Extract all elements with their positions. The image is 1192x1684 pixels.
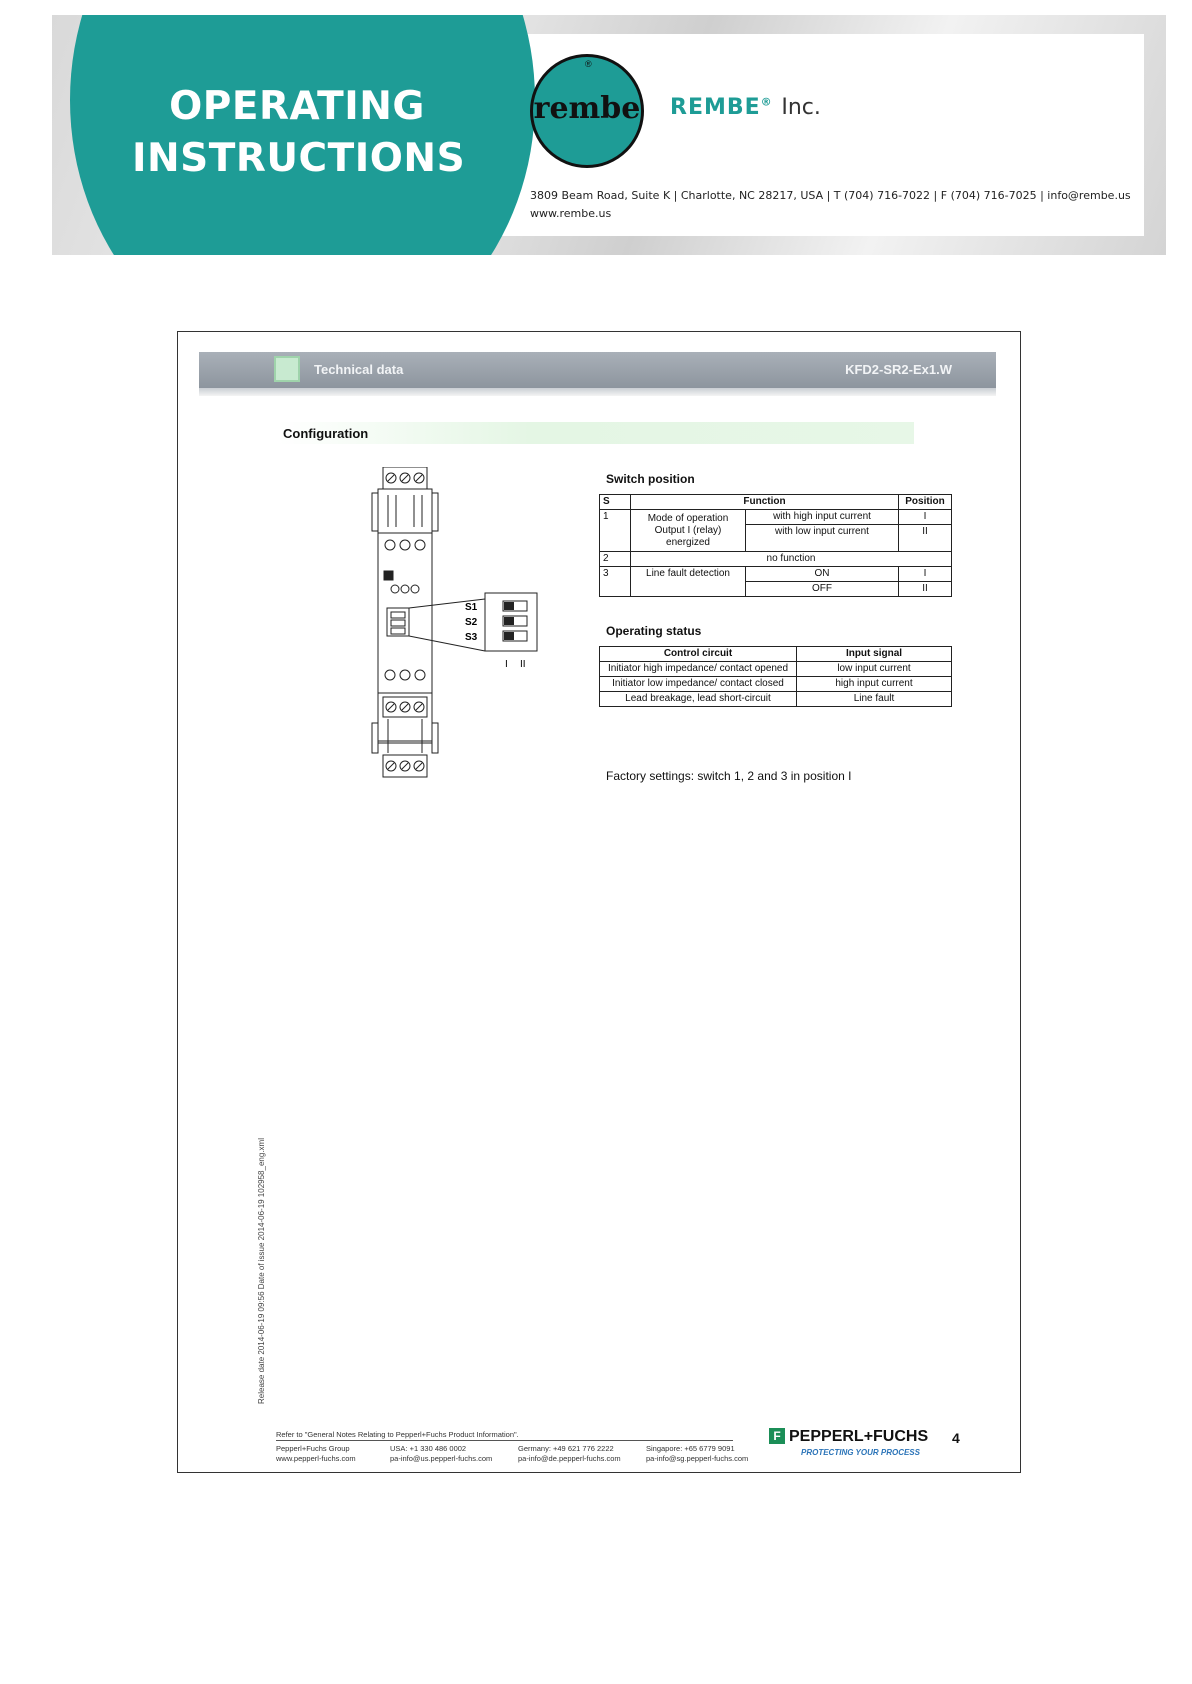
row1-option-a: with high input current: [746, 510, 899, 525]
footer-usa-email: pa-info@us.pepperl-fuchs.com: [390, 1454, 493, 1463]
row3-s: 3: [600, 567, 631, 597]
logo-text: rembe: [533, 91, 641, 126]
col-header-s: S: [600, 495, 631, 510]
operating-status-title: Operating status: [606, 624, 702, 638]
configuration-title: Configuration: [283, 426, 369, 441]
status-row-2-signal: high input current: [797, 677, 952, 692]
title-line-1: OPERATING: [169, 84, 425, 129]
page-number: 4: [952, 1430, 960, 1446]
position-label-i: I: [505, 659, 508, 670]
configuration-bar: [278, 422, 914, 444]
switch-label-s3: S3: [465, 632, 478, 643]
position-label-ii: II: [520, 659, 526, 670]
doc-header-title: Technical data: [314, 362, 404, 377]
pepperl-fuchs-name: PEPPERL+FUCHS: [789, 1428, 929, 1445]
switch-2-lever: [504, 617, 514, 625]
rembe-logo: [530, 54, 644, 168]
pepperl-fuchs-logo-icon: F: [769, 1428, 785, 1444]
footer-col-usa: [390, 1444, 492, 1464]
footer-col-group: [276, 1444, 356, 1464]
row3-option-a: ON: [746, 567, 899, 582]
footer-singapore-email: pa-info@sg.pepperl-fuchs.com: [646, 1454, 749, 1463]
title-line-2: INSTRUCTIONS: [132, 136, 466, 181]
status-row-3-circuit: Lead breakage, lead short-circuit: [600, 692, 797, 707]
row2-s: 2: [600, 552, 631, 567]
row1-position-b: II: [899, 525, 952, 552]
footer-singapore-phone: Singapore: +65 6779 9091: [646, 1444, 735, 1453]
footer-divider: [276, 1440, 733, 1441]
registered-mark-icon: ®: [585, 59, 592, 69]
status-row-1-circuit: Initiator high impedance/ contact opened: [600, 662, 797, 677]
document-page: [177, 331, 1021, 1473]
brand-text: REMBE: [670, 95, 761, 120]
operating-instructions-title: [132, 81, 466, 185]
company-website: www.rembe.us: [530, 207, 612, 220]
footer-germany-email: pa-info@de.pepperl-fuchs.com: [518, 1454, 621, 1463]
row1-function: Mode of operation Output I (relay) energized: [631, 510, 746, 552]
switch-3-lever: [504, 632, 514, 640]
col-header-input-signal: Input signal: [797, 647, 952, 662]
row3-position-b: II: [899, 582, 952, 597]
row2-function: no function: [631, 552, 952, 567]
header-square-icon: [274, 356, 300, 382]
header-banner: [52, 15, 1166, 255]
footer-col-germany: [518, 1444, 621, 1464]
registered-icon: ®: [760, 95, 773, 109]
switch-1-lever: [504, 602, 514, 610]
switch-position-table: [599, 494, 952, 597]
company-address: 3809 Beam Road, Suite K | Charlotte, NC 28217, USA | T (704) 716-7022 | F (704) 716-7025 | info@rembe.us: [530, 189, 1131, 202]
row3-position-a: I: [899, 567, 952, 582]
doc-header-shadow: [199, 388, 996, 396]
row3-function: Line fault detection: [631, 567, 746, 597]
pepperl-fuchs-tagline: PROTECTING YOUR PROCESS: [801, 1448, 920, 1457]
switch-position-title: Switch position: [606, 472, 695, 486]
brand-name: [670, 95, 821, 120]
footer-germany-phone: Germany: +49 621 776 2222: [518, 1444, 614, 1453]
footer-col-singapore: [646, 1444, 748, 1464]
row3-option-b: OFF: [746, 582, 899, 597]
row1-position-a: I: [899, 510, 952, 525]
switch-label-s1: S1: [465, 602, 478, 613]
brand-suffix: Inc.: [781, 95, 821, 120]
footer-reference: Refer to "General Notes Relating to Pepperl+Fuchs Product Information".: [276, 1430, 519, 1439]
status-row-3-signal: Line fault: [797, 692, 952, 707]
col-header-function: Function: [631, 495, 899, 510]
row1-s: 1: [600, 510, 631, 552]
status-row-2-circuit: Initiator low impedance/ contact closed: [600, 677, 797, 692]
switch-label-s2: S2: [465, 617, 478, 628]
status-row-1-signal: low input current: [797, 662, 952, 677]
footer-usa-phone: USA: +1 330 486 0002: [390, 1444, 467, 1453]
release-date-note: Release date 2014-06-19 09:56 Date of issue 2014-06-19 102958_eng.xml: [257, 1138, 266, 1404]
footer-group-name: Pepperl+Fuchs Group: [276, 1444, 350, 1453]
doc-header-model: KFD2-SR2-Ex1.W: [845, 362, 952, 377]
operating-status-table: [599, 646, 952, 707]
device-diagram: [368, 467, 548, 807]
col-header-control-circuit: Control circuit: [600, 647, 797, 662]
col-header-position: Position: [899, 495, 952, 510]
footer-group-website: www.pepperl-fuchs.com: [276, 1454, 356, 1463]
factory-settings: Factory settings: switch 1, 2 and 3 in position I: [606, 769, 852, 783]
row1-option-b: with low input current: [746, 525, 899, 552]
